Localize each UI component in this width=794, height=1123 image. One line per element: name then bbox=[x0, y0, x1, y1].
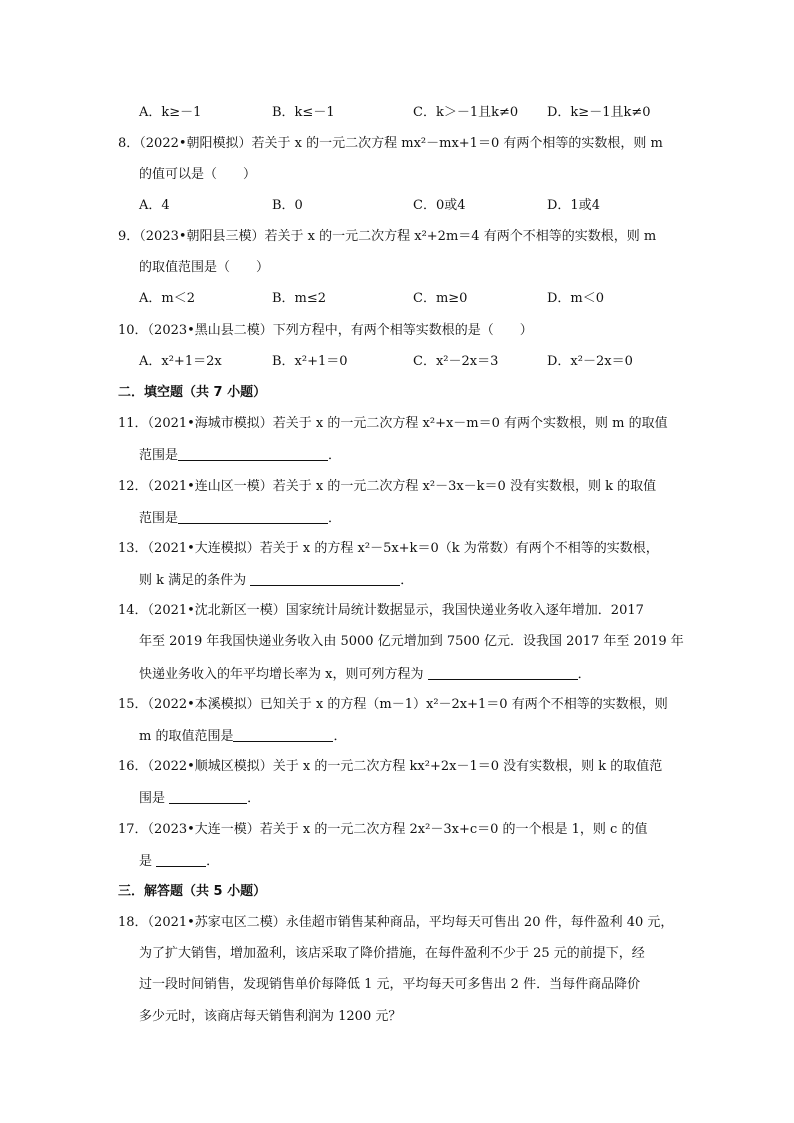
q10-text-line1: 10．（2023•黑山县二模）下列方程中，有两个相等实数根的是（ ） bbox=[118, 323, 533, 338]
q14-text-line1: 14．（2021•沈北新区一模）国家统计局统计数据显示，我国快递业务收入逐年增加．2017 bbox=[118, 603, 644, 618]
q11-text-line2 bbox=[139, 446, 341, 465]
q13-suffix: ． bbox=[400, 573, 414, 588]
q9-text-line2: 的取值范围是（ ） bbox=[139, 260, 270, 275]
q9-option-c: C．m≥0 bbox=[413, 291, 468, 306]
q11-suffix: ． bbox=[328, 448, 342, 463]
q16-text-line2 bbox=[139, 789, 260, 808]
q15-text-line2 bbox=[139, 727, 346, 746]
q7-option-b: B．k≤－1 bbox=[272, 105, 335, 120]
q12-suffix: ． bbox=[328, 511, 342, 526]
q8-text-line1: 8．（2022•朝阳模拟）若关于 x 的一元二次方程 mx²－mx+1＝0 有两个相等的实数根，则 m bbox=[118, 136, 663, 151]
q12-text-line2 bbox=[139, 509, 341, 528]
q17-answer-blank[interactable] bbox=[156, 852, 206, 867]
q18-text-line3: 过一段时间销售，发现销售单价每降低 1 元，平均每天可多售出 2 件．当每件商品降价 bbox=[139, 977, 641, 992]
q9-option-b: B．m≤2 bbox=[272, 291, 327, 306]
q8-text-line2: 的值可以是（ ） bbox=[139, 167, 257, 182]
q14-suffix: ． bbox=[577, 667, 591, 682]
q18-text-line1: 18．（2021•苏家屯区二模）永佳超市销售某种商品，平均每天可售出 20 件，每件盈利 40 元， bbox=[118, 915, 674, 930]
section-fill-in-heading: 二．填空题（共 7 小题） bbox=[118, 385, 267, 400]
q7-option-c: C．k＞－1且k≠0 bbox=[413, 105, 519, 120]
q9-option-d: D．m＜0 bbox=[547, 291, 605, 306]
q10-option-c: C．x²－2x＝3 bbox=[413, 354, 499, 369]
q9-option-a: A．m＜2 bbox=[139, 291, 195, 306]
q18-text-line2: 为了扩大销售，增加盈利，该店采取了降价措施，在每件盈利不少于 25 元的前提下，经 bbox=[139, 946, 645, 961]
q14-text-line2: 年至 2019 年我国快递业务收入由 5000 亿元增加到 7500 亿元．设我国 2017 年至 2019 年 bbox=[139, 634, 684, 649]
q15-answer-blank[interactable] bbox=[233, 727, 333, 742]
q14-answer-blank[interactable] bbox=[428, 665, 578, 680]
q8-option-c: C．0或4 bbox=[413, 198, 466, 213]
q14-prefix: 快递业务收入的年平均增长率为 x，则可列方程为 bbox=[139, 667, 428, 682]
q13-text-line2 bbox=[139, 571, 413, 590]
q13-answer-blank[interactable] bbox=[250, 571, 400, 586]
q17-prefix: 是 bbox=[139, 854, 157, 869]
q15-prefix: m 的取值范围是 bbox=[139, 729, 234, 744]
q7-option-a: A．k≥－1 bbox=[139, 105, 202, 120]
q8-option-a: A．4 bbox=[139, 198, 170, 213]
q12-prefix: 范围是 bbox=[139, 511, 179, 526]
q16-suffix: ． bbox=[247, 791, 261, 806]
section-solution-heading: 三．解答题（共 5 小题） bbox=[118, 884, 267, 899]
q17-text-line2 bbox=[139, 852, 219, 871]
q13-text-line1: 13．（2021•大连模拟）若关于 x 的方程 x²－5x+k＝0（k 为常数）有两个不相等的实数根， bbox=[118, 541, 659, 556]
q17-suffix: ． bbox=[206, 854, 220, 869]
q15-text-line1: 15．（2022•本溪模拟）已知关于 x 的方程（m－1）x²－2x+1＝0 有两个不相等的实数根，则 bbox=[118, 697, 668, 712]
q16-text-line1: 16．（2022•顺城区模拟）关于 x 的一元二次方程 kx²+2x－1＝0 没有实数根，则 k 的取值范 bbox=[118, 759, 663, 774]
q16-answer-blank[interactable] bbox=[169, 789, 247, 804]
q10-option-a: A．x²+1＝2x bbox=[139, 354, 222, 369]
q12-text-line1: 12．（2021•连山区一模）若关于 x 的一元二次方程 x²－3x－k＝0 没有实数根，则 k 的取值 bbox=[118, 479, 657, 494]
q10-option-b: B．x²+1＝0 bbox=[272, 354, 348, 369]
q11-text-line1: 11．（2021•海城市模拟）若关于 x 的一元二次方程 x²+x－m＝0 有两个实数根，则 m 的取值 bbox=[118, 416, 668, 431]
q15-suffix: ． bbox=[333, 729, 347, 744]
q18-text-line4: 多少元时，该商店每天销售利润为 1200 元？ bbox=[139, 1009, 402, 1024]
q11-answer-blank[interactable] bbox=[178, 446, 328, 461]
q11-prefix: 范围是 bbox=[139, 448, 179, 463]
q8-option-d: D．1或4 bbox=[547, 198, 600, 213]
q10-option-d: D．x²－2x＝0 bbox=[547, 354, 633, 369]
q8-option-b: B．0 bbox=[272, 198, 303, 213]
q13-prefix: 则 k 满足的条件为 bbox=[139, 573, 251, 588]
q12-answer-blank[interactable] bbox=[178, 509, 328, 524]
q17-text-line1: 17．（2023•大连一模）若关于 x 的一元二次方程 2x²－3x+c＝0 的一个根是 1，则 c 的值 bbox=[118, 822, 648, 837]
q16-prefix: 围是 bbox=[139, 791, 170, 806]
q14-text-line3 bbox=[139, 665, 591, 684]
q7-option-d: D．k≥－1且k≠0 bbox=[547, 105, 651, 120]
q9-text-line1: 9．（2023•朝阳县三模）若关于 x 的一元二次方程 x²+2m＝4 有两个不相等的实数根，则 m bbox=[118, 229, 657, 244]
